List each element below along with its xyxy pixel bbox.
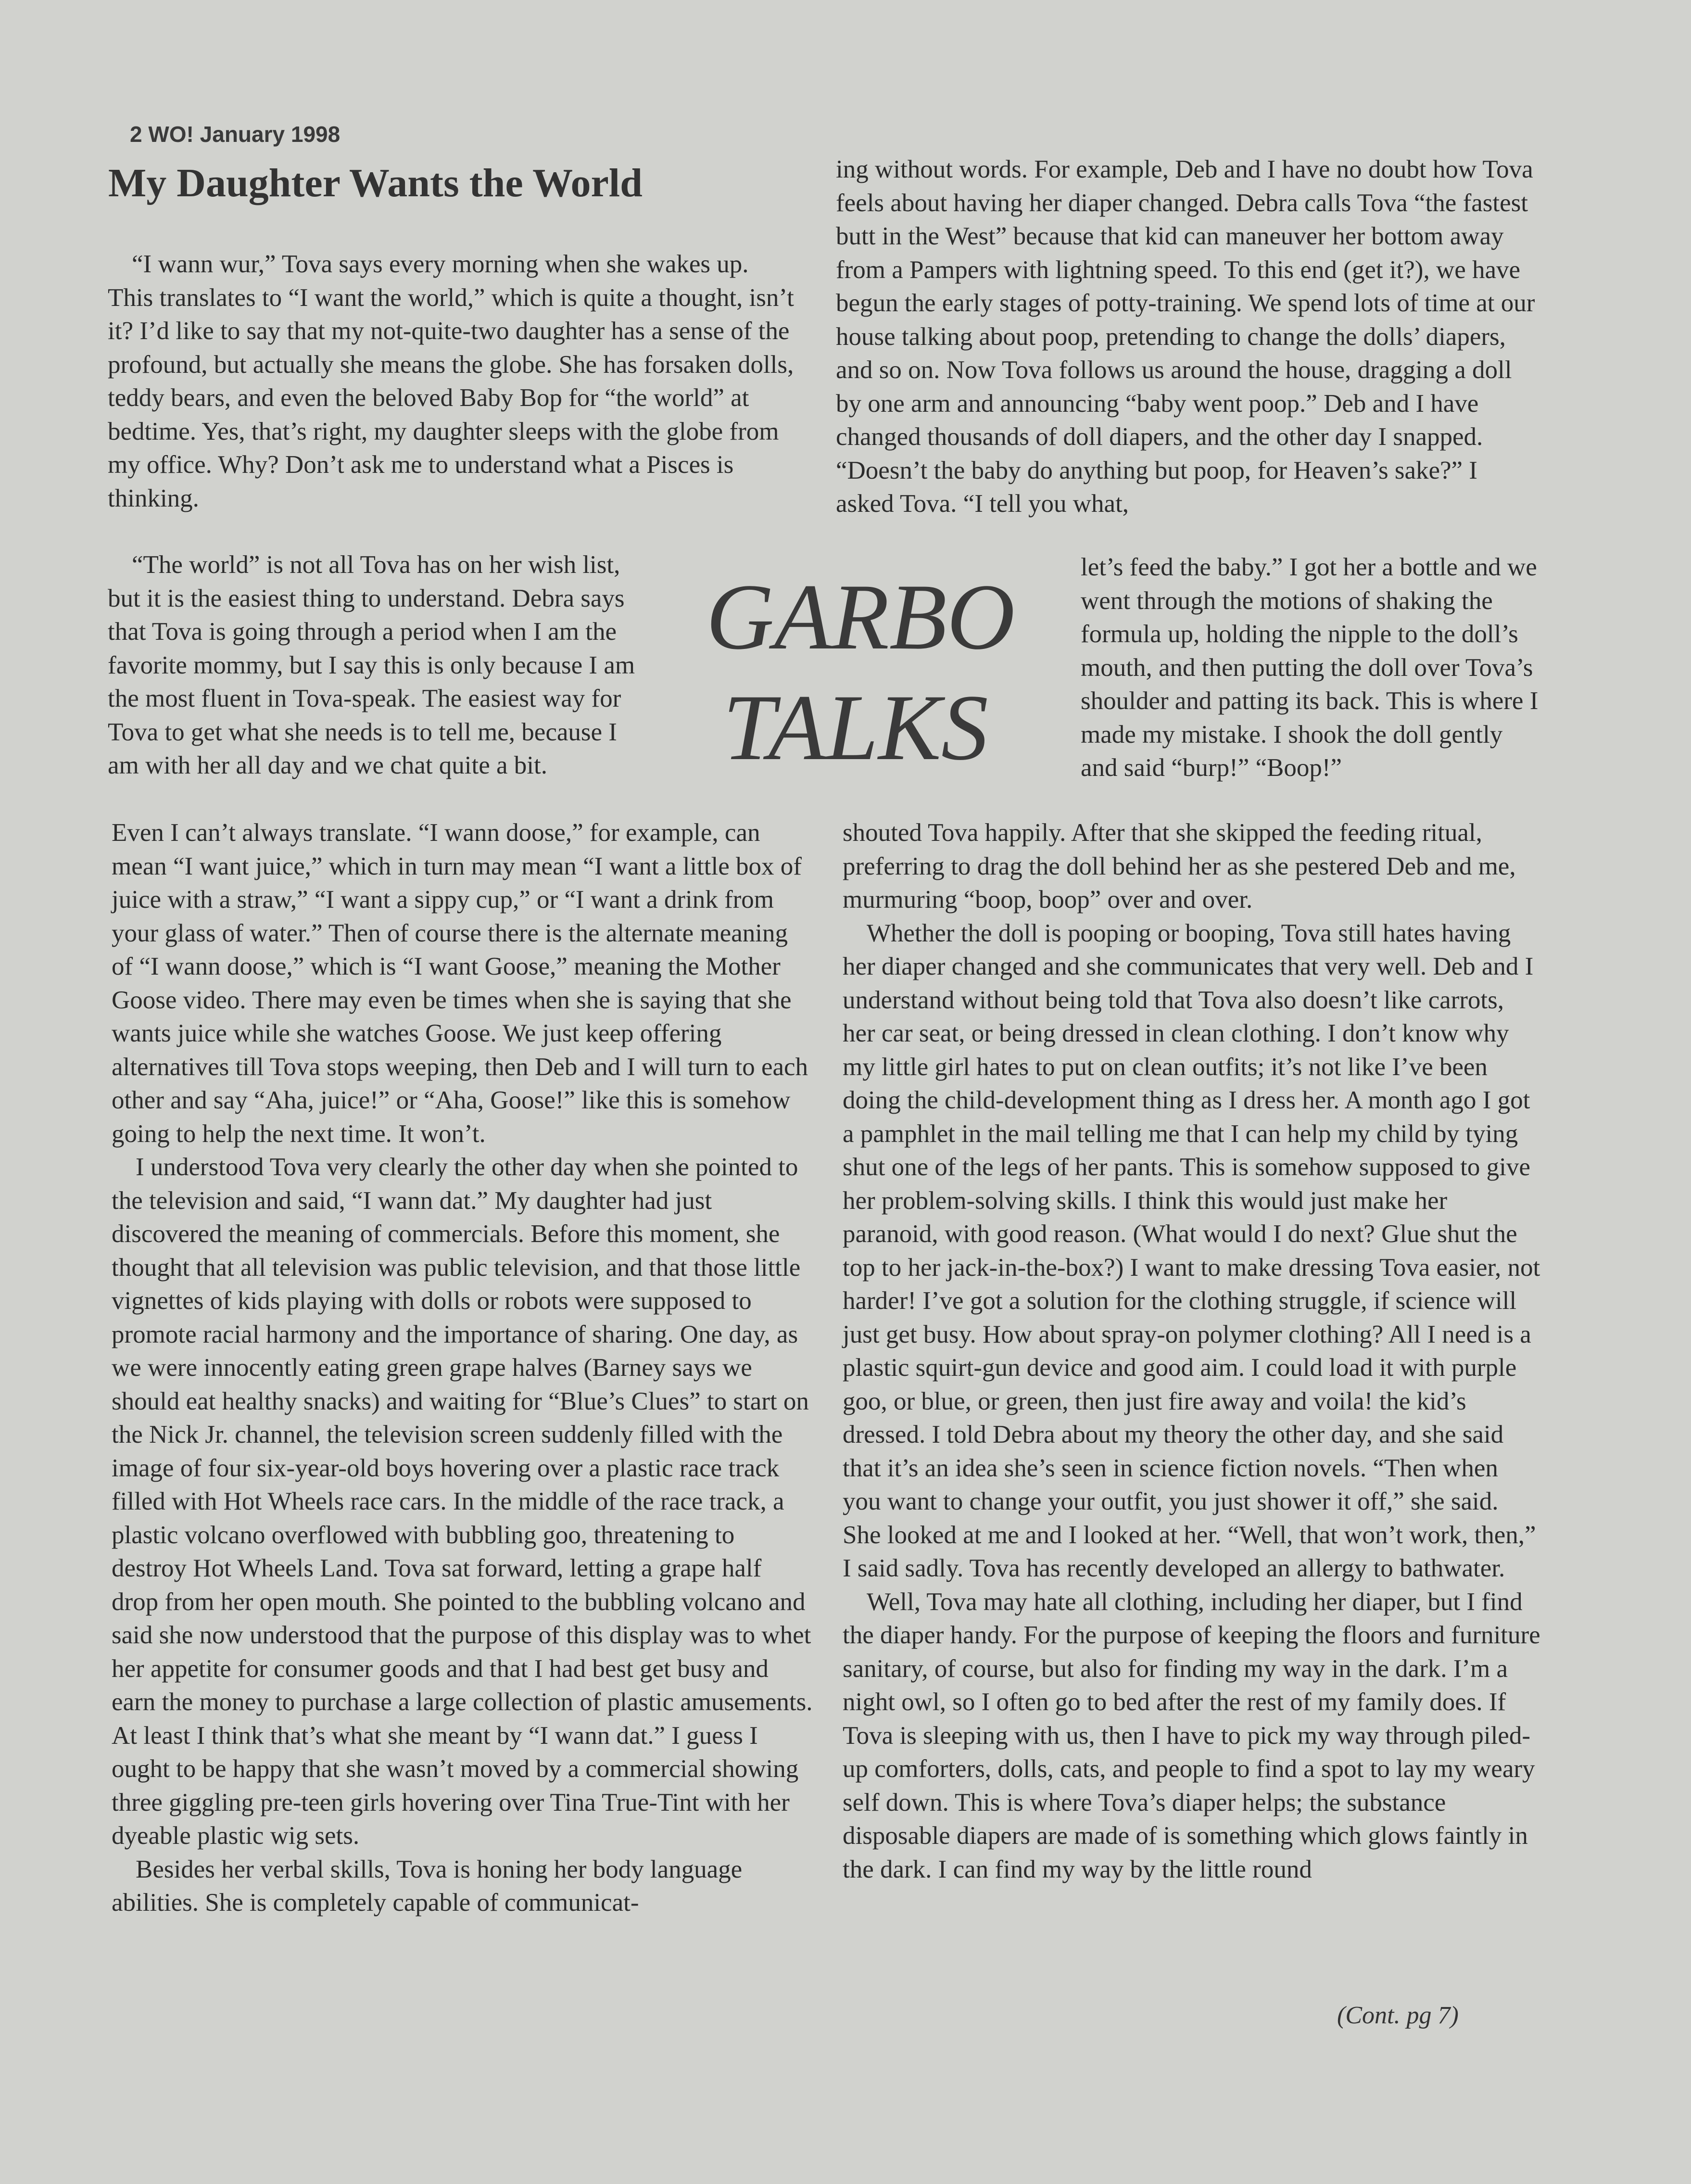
page-header: 2 WO! January 1998 bbox=[130, 122, 341, 147]
paragraph: Well, Tova may hate all clothing, including her diaper, but I find the diaper handy. For the purpose of keeping the floors and furniture sanitary, of course, but also for finding my way in the dark. I’m a night owl, so I often go to bed after the rest of my family does. If Tova is sleeping with us, then I have to pick my way through piled-up comforters, dolls, cats, and people to find a spot to lay my weary self down. This is where Tova’s diaper helps; the substance disposable diapers are made of is something which glows faintly in the dark. I can find my way by the little round bbox=[843, 1587, 1540, 1883]
paragraph: I understood Tova very clearly the other day when she pointed to the television and said, “I wann dat.” My daughter had just discovered the meaning of commercials. Before this moment, she thought that all television was public television, and that those little vignettes of kids playing with dolls or robots were supposed to promote racial harmony and the importance of sharing. One day, as we were innocently eating green grape halves (Barney says we should eat healthy snacks) and waiting for “Blue’s Clues” to start on the Nick Jr. channel, the television screen suddenly filled with the image of four six-year-old boys hovering over a plastic race track filled with Hot Wheels race cars. In the middle of the race track, a plastic volcano overflowed with bubbling goo, threatening to destroy Hot Wheels Land. Tova sat forward, letting a grape half drop from her open mouth. She pointed to the bubbling volcano and said she now understood that the purpose of this display was to whet her appetite for consumer goods and that I had best get busy and earn the money to purchase a large collection of plastic amusements. At least I think that’s what she meant by “I wann dat.” I guess I ought to be happy that she wasn’t moved by a commercial showing three giggling pre-teen girls hovering over Tina True-Tint with her dyeable plastic wig sets. bbox=[112, 1153, 813, 1850]
paragraph: shouted Tova happily. After that she skipped the feeding ritual, preferring to drag the doll behind her as she pestered Deb and me, murmuring “boop, boop” over and over. bbox=[843, 819, 1516, 914]
pull-quote-line-1: GARBO bbox=[706, 565, 1015, 669]
left-column-bottom bbox=[112, 816, 814, 1920]
left-column-top bbox=[108, 248, 795, 515]
paragraph: Besides her verbal skills, Tova is honing her body language abilities. She is completely capable of communicat- bbox=[112, 1855, 743, 1917]
continuation-note: (Cont. pg 7) bbox=[1337, 2002, 1459, 2029]
pull-quote-line-2: TALKS bbox=[723, 675, 988, 780]
article-title: My Daughter Wants the World bbox=[108, 161, 643, 205]
paragraph: Even I can’t always translate. “I wann doose,” for example, can mean “I want juice,” which in turn may mean “I want a little box of juice with a straw,” “I want a sippy cup,” or “I want a drink from your glass of water.” Then of course there is the alternate meaning of “I wann doose,” which is “I want Goose,” meaning the Mother Goose video. There may even be times when she is saying that she wants juice while she watches Goose. We just keep offering alternatives till Tova stops weeping, then Deb and I will turn to each other and say “Aha, juice!” or “Aha, Goose!” like this is somehow going to help the next time. It won’t. bbox=[112, 819, 808, 1148]
paragraph: “I wann wur,” Tova says every morning when she wakes up. This translates to “I want the world,” which is quite a thought, isn’t it? I’d like to say that my not-quite-two daughter has a sense of the profound, but actually she means the globe. She has forsaken dolls, teddy bears, and even the beloved Baby Bop for “the world” at bedtime. Yes, that’s right, my daughter sleeps with the globe from my office. Why? Don’t ask me to understand what a Pisces is thinking. bbox=[108, 250, 794, 512]
left-column-wrap bbox=[108, 548, 649, 783]
right-column-bottom bbox=[843, 816, 1542, 1886]
paragraph: ing without words. For example, Deb and I have no doubt how Tova feels about having her diaper changed. Debra calls Tova “the fastest butt in the West” because that kid can maneuver her bottom away from a Pampers with lightning speed. To this end (get it?), we have begun the early stages of potty-training. We spend lots of time at our house talking about poop, pretending to change the dolls’ diapers, and so on. Now Tova follows us around the house, dragging a doll by one arm and announcing “baby went poop.” Deb and I have changed thousands of doll diapers, and the other day I snapped. “Doesn’t the baby do anything but poop, for Heaven’s sake?” I asked Tova. “I tell you what, bbox=[836, 155, 1535, 518]
right-column-wrap bbox=[1081, 551, 1542, 785]
paragraph: Whether the doll is pooping or booping, Tova still hates having her diaper changed and she communicates that very well. Deb and I understand without being told that Tova also doesn’t like carrots, her car seat, or being dressed in clean clothing. I don’t know why my little girl hates to put on clean outfits; it’s not like I’ve been doing the child-development thing as I dress her. A month ago I got a pamphlet in the mail telling me that I can help my child by tying shut one of the legs of her pants. This is somehow supposed to give her problem-solving skills. I think this would just make her paranoid, with good reason. (What would I do next? Glue shut the top to her jack-in-the-box?) I want to make dressing Tova easier, not harder! I’ve got a solution for the clothing struggle, if science will just get busy. How about spray-on polymer clothing? All I need is a plastic squirt-gun device and good aim. I could load it with purple goo, or blue, or green, then just fire away and voila! the kid’s dressed. I told Debra about my theory the other day, and she said that it’s an idea she’s seen in science fiction novels. “Then when you want to change your outfit, you just shower it off,” she said. She looked at me and I looked at her. “Well, that won’t work, then,” I said sadly. Tova has recently developed an allergy to bathwater. bbox=[843, 919, 1540, 1582]
right-column-top bbox=[836, 153, 1536, 521]
paragraph: let’s feed the baby.” I got her a bottle and we went through the motions of shaking the formula up, holding the nipple to the doll’s mouth, and then putting the doll over Tova’s shoulder and patting its back. This is where I made my mistake. I shook the doll gently and said “burp!” “Boop!” bbox=[1081, 553, 1539, 782]
paragraph: “The world” is not all Tova has on her wish list, but it is the easiest thing to understand. Debra says that Tova is going through a period when I am the favorite mommy, but I say this is only because I am the most fluent in Tova-speak. The easiest way for Tova to get what she needs is to tell me, because I am with her all day and we chat quite a bit. bbox=[108, 551, 635, 779]
